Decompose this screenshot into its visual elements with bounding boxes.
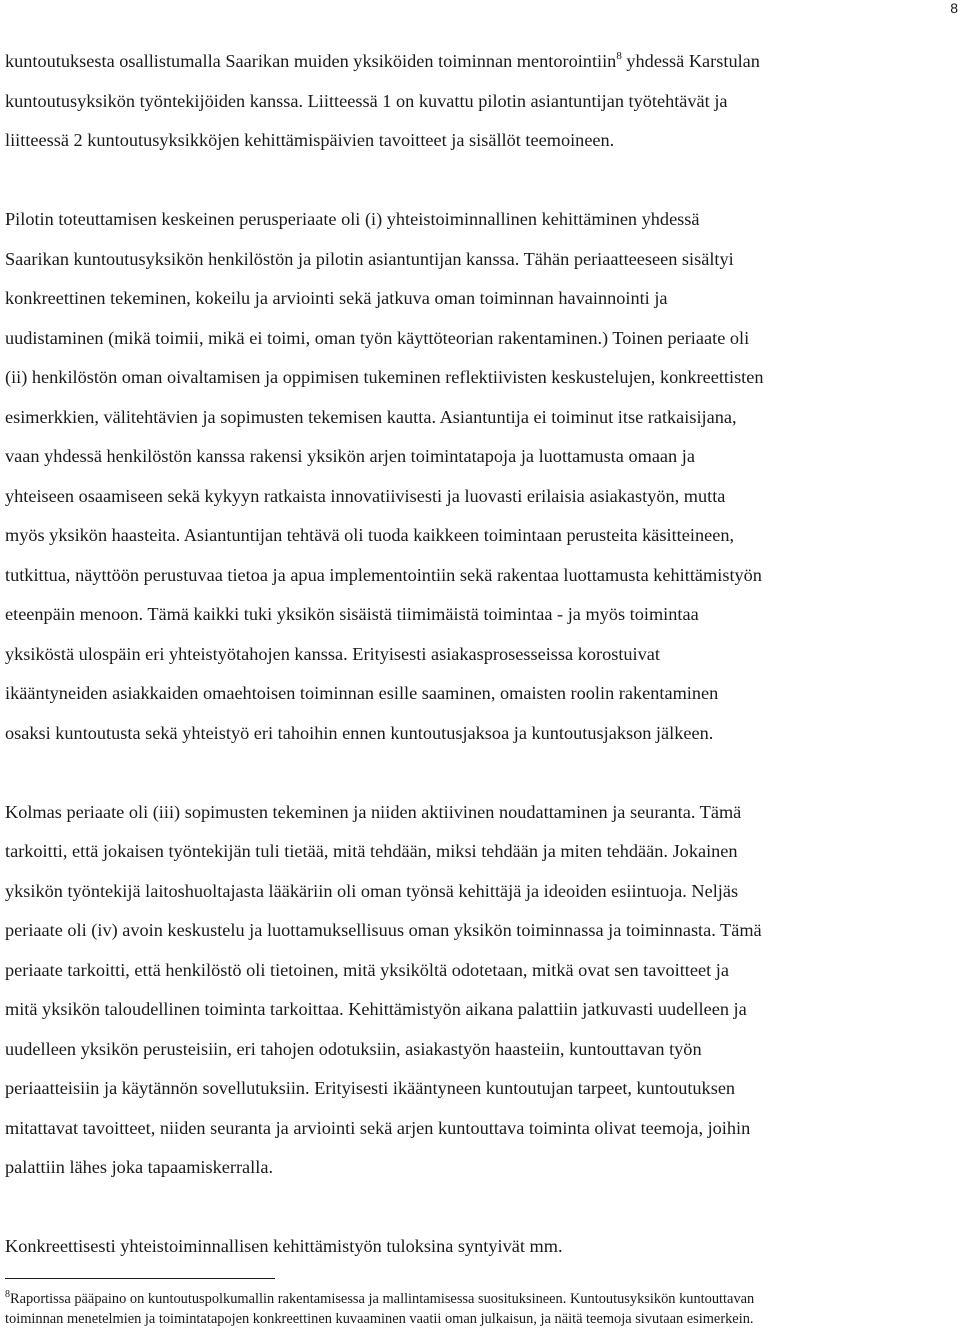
paragraph-3 [5, 793, 955, 1188]
footnote-separator [5, 1278, 275, 1279]
paragraph-1 [5, 42, 955, 161]
text-line: kuntoutuksesta osallistumalla Saarikan muiden yksiköiden toiminnan mentorointiin$^8$ yhdessä Karstulan [5, 50, 760, 71]
text-line: tarkoitti, että jokaisen työntekijän tuli tietää, mitä tehdään, miksi tehdään ja miten tehdään. Jokainen [5, 841, 738, 861]
page-number: 8 [950, 0, 958, 16]
document-body [5, 42, 955, 1267]
text-line: palattiin lähes joka tapaamiskerralla. [5, 1157, 274, 1177]
text-line: esimerkkien, välitehtävien ja sopimusten tekemisen kautta. Asiantuntija ei toiminut itse ratkaisijana, [5, 406, 737, 427]
paragraph-spacer [5, 161, 955, 201]
text-line: (ii) henkilöstön oman oivaltamisen ja oppimisen tukeminen reflektiivisten keskustelujen, konkreettisten [5, 367, 764, 387]
text-line: Saarikan kuntoutusyksikön henkilöstön ja pilotin asiantuntijan kanssa. Tähän periaatteeseen sisältyi [5, 248, 734, 269]
text-line: Konkreettisesti yhteistoiminnallisen kehittämistyön tuloksina syntyivät mm. [5, 1236, 563, 1256]
text-line: kuntoutusyksikön työntekijöiden kanssa. Liitteessä 1 on kuvattu pilotin asiantuntijan työtehtävät ja [5, 90, 728, 111]
paragraph-spacer [5, 1188, 955, 1228]
text-line: liitteessä 2 kuntoutusyksikköjen kehittämispäivien tavoitteet ja sisällöt teemoineen. [5, 130, 615, 150]
text-line: mitä yksikön taloudellinen toiminta tarkoittaa. Kehittämistyön aikana palattiin jatkuvasti uudelleen ja [5, 999, 747, 1019]
text-line: myös yksikön haasteita. Asiantuntijan tehtävä oli tuoda kaikkeen toimintaan perusteita käsitteineen, [5, 525, 735, 545]
text-line: periaate tarkoitti, että henkilöstö oli tietoinen, mitä yksiköltä odotetaan, mitkä ovat sen tavoitteet ja [5, 959, 729, 980]
text-line: vaan yhdessä henkilöstön kanssa rakensi yksikön arjen toimintatapoja ja luottamusta omaan ja [5, 446, 695, 466]
text-line: Kolmas periaate oli (iii) sopimusten tekeminen ja niiden aktiivinen noudattaminen ja seuranta. Tämä [5, 801, 742, 822]
footnote-line: toiminnan menetelmien ja toimintatapojen konkreettinen kuvaaminen vaatii oman julkaisun, ja näitä teemoja sivutaan esimerkein. [5, 1311, 754, 1327]
text-line: ikääntyneiden asiakkaiden omaehtoisen toiminnan esille saaminen, omaisten roolin rakentaminen [5, 683, 719, 703]
text-line: osaksi kuntoutusta sekä yhteistyö eri tahoihin ennen kuntoutusjaksoa ja kuntoutusjakson jälkeen. [5, 722, 714, 743]
paragraph-2 [5, 200, 955, 753]
footnote-line: $^8$Raportissa pääpaino on kuntoutuspolkumallin rakentamisessa ja mallintamisessa suosituksineen. Kuntoutusyksikön kuntouttavan [5, 1289, 755, 1307]
text-line: yksiköstä ulospäin eri yhteistyötahojen kanssa. Erityisesti asiakasprosesseissa korostuivat [5, 643, 660, 664]
text-line: uudistaminen (mikä toimii, mikä ei toimi, oman työn käyttöteorian rakentaminen.) Toinen periaate oli [5, 327, 750, 348]
text-line: yksikön työntekijä laitoshuoltajasta lääkäriin oli oman työnsä kehittäjä ja ideoiden esiintuoja. Neljäs [5, 880, 739, 901]
text-line: yhteiseen osaamiseen sekä kykyyn ratkaista innovatiivisesti ja luovasti erilaisia asiakastyön, mutta [5, 485, 726, 506]
footnote-marker: 8 [5, 1289, 10, 1300]
paragraph-spacer [5, 753, 955, 793]
text-line: periaate oli (iv) avoin keskustelu ja luottamuksellisuus oman yksikön toiminnassa ja toiminnasta. Tämä [5, 920, 762, 940]
text-line: eteenpäin menoon. Tämä kaikki tuki yksikön sisäistä tiimimäistä toimintaa - ja myös toimintaa [5, 604, 699, 624]
footnote [5, 1289, 955, 1329]
text-line: periaatteisiin ja käytännön sovellutuksiin. Erityisesti ikääntyneen kuntoutujan tarpeet, kuntoutuksen [5, 1078, 736, 1098]
text-line: Pilotin toteuttamisen keskeinen perusperiaate oli (i) yhteistoiminnallinen kehittäminen yhdessä [5, 209, 700, 229]
text-line: konkreettinen tekeminen, kokeilu ja arviointi sekä jatkuva oman toiminnan havainnointi ja [5, 288, 668, 308]
text-line: uudelleen yksikön perusteisiin, eri tahojen odotuksiin, asiakastyön haasteiin, kuntouttavan työn [5, 1038, 702, 1059]
paragraph-4 [5, 1227, 955, 1267]
text-line: mitattavat tavoitteet, niiden seuranta ja arviointi sekä arjen kuntouttava toiminta olivat teemoja, joihin [5, 1117, 751, 1138]
footnote-reference[interactable]: 8 [616, 50, 622, 62]
text-line: tutkittua, näyttöön perustuvaa tietoa ja apua implementointiin sekä rakentaa luottamusta kehittämistyön [5, 564, 762, 585]
